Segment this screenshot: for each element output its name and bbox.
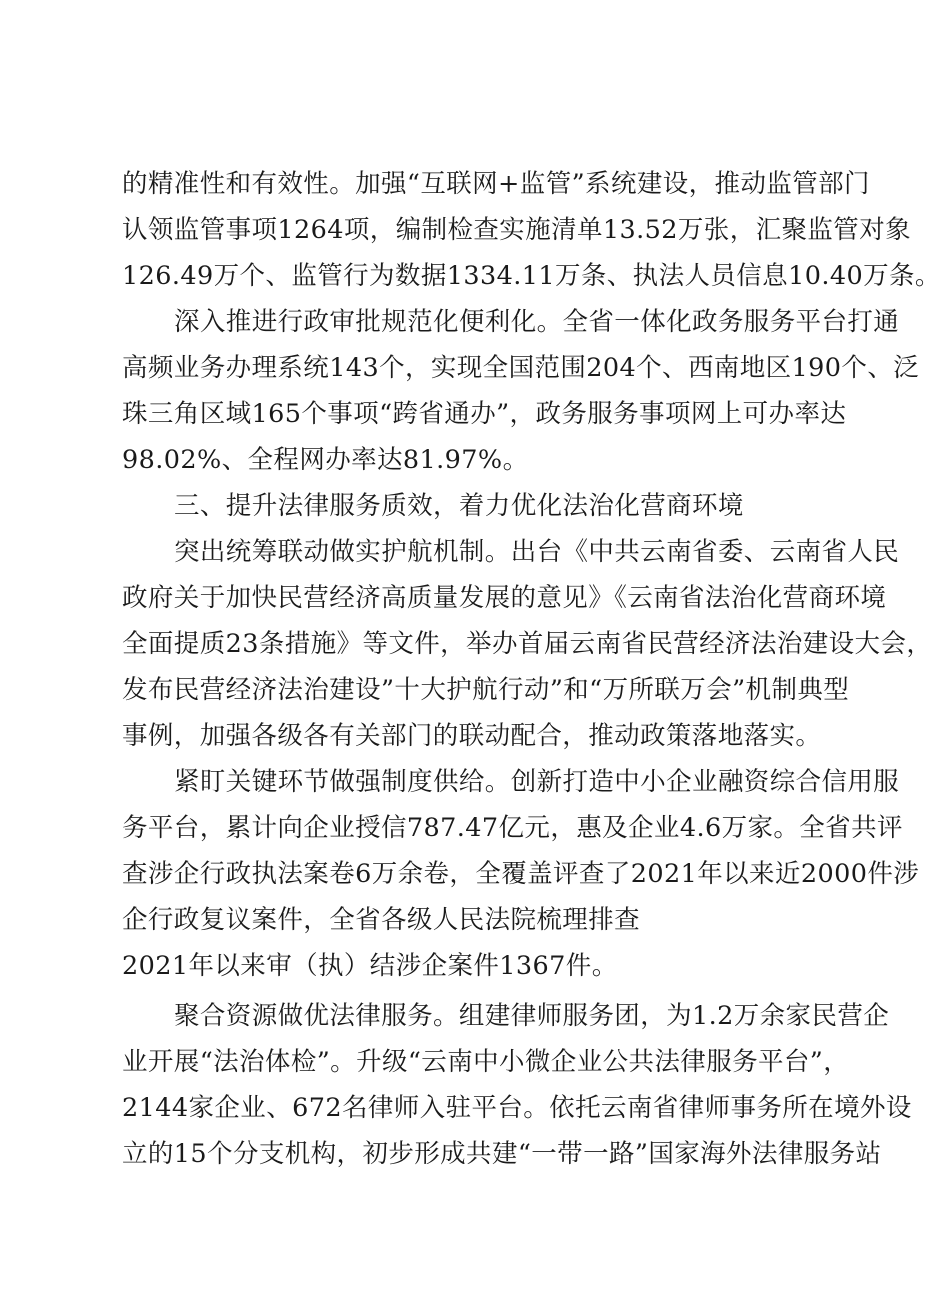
paragraph-start-line: 突出统筹联动做实护航机制。出台《中共云南省委、云南省人民 bbox=[174, 537, 900, 567]
paragraph-start-line: 聚合资源做优法律服务。组建律师服务团，为1.2万余家民营企 bbox=[174, 1001, 890, 1031]
paragraph-start-line: 紧盯关键环节做强制度供给。创新打造中小企业融资综合信用服 bbox=[174, 767, 900, 797]
text-line: 珠三角区域165个事项“跨省通办”，政务服务事项网上可办率达 bbox=[122, 399, 847, 429]
text-line: 认领监管事项1264项，编制检查实施清单13.52万张，汇聚监管对象 bbox=[122, 215, 911, 245]
text-line: 98.02%、全程网办率达81.97%。 bbox=[122, 445, 529, 475]
text-line: 事例，加强各级各有关部门的联动配合，推动政策落地落实。 bbox=[122, 721, 822, 751]
text-line: 2021年以来审（执）结涉企案件1367件。 bbox=[122, 951, 618, 981]
text-line: 高频业务办理系统143个，实现全国范围204个、西南地区190个、泛 bbox=[122, 353, 920, 383]
text-line: 2144家企业、672名律师入驻平台。依托云南省律师事务所在境外设 bbox=[122, 1093, 912, 1123]
text-line: 126.49万个、监管行为数据1334.11万条、执法人员信息10.40万条。 bbox=[122, 261, 941, 291]
text-line: 业开展“法治体检”。升级“云南中小微企业公共法律服务平台”， bbox=[122, 1047, 850, 1077]
text-line: 发布民营经济法治建设”十大护航行动”和“万所联万会”机制典型 bbox=[122, 675, 850, 705]
text-line: 务平台，累计向企业授信787.47亿元，惠及企业4.6万家。全省共评 bbox=[122, 813, 903, 843]
section-heading: 三、提升法律服务质效，着力优化法治化营商环境 bbox=[174, 491, 744, 521]
text-line: 全面提质23条措施》等文件，举办首届云南省民营经济法治建设大会， bbox=[122, 629, 933, 659]
text-line: 立的15个分支机构，初步形成共建“一带一路”国家海外法律服务站 bbox=[122, 1139, 882, 1169]
paragraph-start-line: 深入推进行政审批规范化便利化。全省一体化政务服务平台打通 bbox=[174, 307, 900, 337]
text-line: 政府关于加快民营经济高质量发展的意见》《云南省法治化营商环境 bbox=[122, 583, 887, 613]
text-line: 企行政复议案件，全省各级人民法院梳理排查 bbox=[122, 905, 641, 935]
text-line: 查涉企行政执法案卷6万余卷，全覆盖评查了2021年以来近2000件涉 bbox=[122, 859, 920, 889]
text-line: 的精准性和有效性。加强“互联网+监管”系统建设，推动监管部门 bbox=[122, 169, 870, 199]
